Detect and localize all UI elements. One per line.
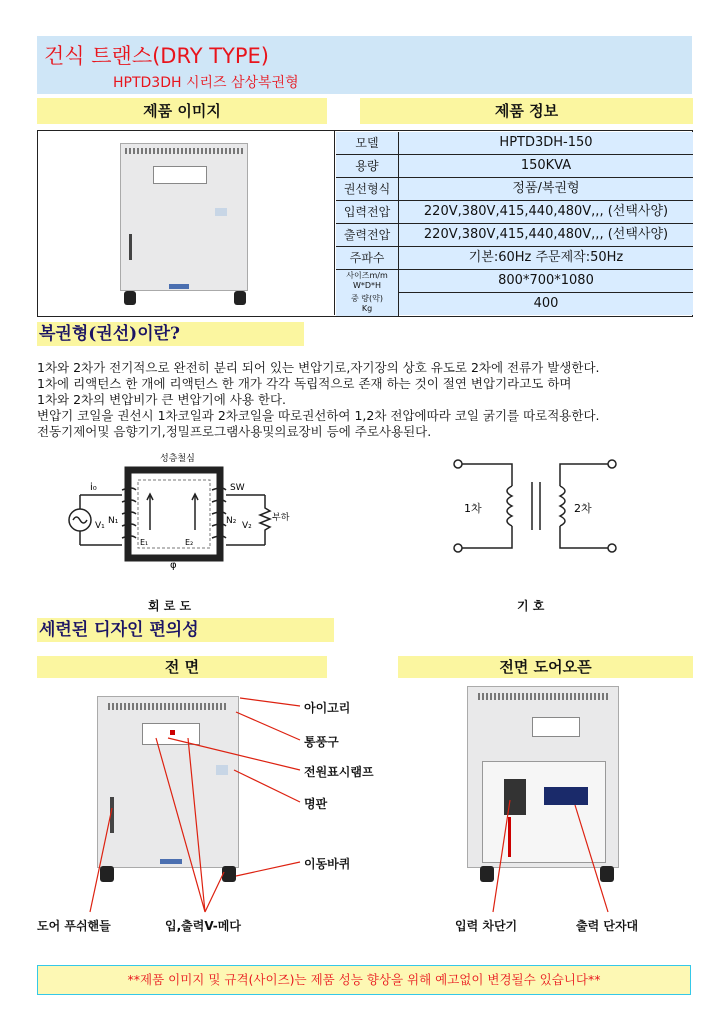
- spec-label: 출력전압: [336, 224, 399, 246]
- v1-label: V₁: [95, 521, 105, 531]
- callout-input-breaker: 입력 차단기: [455, 919, 518, 933]
- callout-output-terminal: 출력 단자대: [576, 919, 639, 933]
- spec-value: 220V,380V,415,440,480V,,, (선택사양): [399, 224, 693, 246]
- core-label: 성층철심: [160, 454, 195, 464]
- spec-label: 용량: [336, 155, 399, 177]
- paragraph-line: 변압기 코일을 권선시 1차코일과 2차코일을 따로권선하여 1,2차 전압에따라 코일 굵기를 따로적용한다.: [37, 408, 600, 423]
- page-title: 건식 트랜스(DRY TYPE): [44, 44, 269, 68]
- n1-label: N₁: [108, 516, 119, 526]
- paragraph-line: 1차와 2차가 전기적으로 완전히 분리 되어 있는 변압기로,자기장의 상호 유도로 2차에 전류가 발생한다.: [37, 360, 600, 375]
- n2-label: N₂: [226, 516, 237, 526]
- front-bar: 전 면: [37, 656, 327, 678]
- door-open-bar: 전면 도어오픈: [398, 656, 693, 678]
- spec-label: 권선형식: [336, 178, 399, 200]
- circuit-caption: 회 로 도: [148, 599, 192, 613]
- v2-label: V₂: [242, 521, 252, 531]
- product-image-bar: 제품 이미지: [37, 98, 327, 124]
- paragraph-line: 1차와 2차의 변압비가 큰 변압기에 사용 한다.: [37, 392, 286, 407]
- callout-volt-meter: 입,출력V-메다: [165, 919, 241, 933]
- callout-vent: 통풍구: [304, 735, 339, 749]
- spec-label: 입력전압: [336, 201, 399, 223]
- paragraph-line: 전동기제어및 음향기기,정밀프로그램사용및의료장비 등에 주로사용된다.: [37, 424, 432, 439]
- spec-label: 주파수: [336, 247, 399, 269]
- callout-nameplate: 명판: [304, 797, 328, 811]
- callout-eyebolt: 아이고리: [304, 701, 351, 715]
- section-title-winding: 복권형(권선)이란?: [37, 322, 304, 346]
- i0-label: i₀: [90, 482, 97, 493]
- symbol-caption: 기 호: [517, 599, 545, 613]
- spec-value: 400: [399, 293, 693, 315]
- spec-value: 800*700*1080: [399, 270, 693, 292]
- e2-label: E₂: [185, 538, 194, 547]
- spec-value: 150KVA: [399, 155, 693, 177]
- e1-label: E₁: [140, 538, 149, 547]
- spec-value: 기본:60Hz 주문제작:50Hz: [399, 247, 693, 269]
- sw-label: SW: [230, 483, 245, 493]
- symbol-primary-label: 1차: [464, 502, 482, 515]
- paragraph-line: 1차에 리액턴스 한 개에 리액턴스 한 개가 각각 독립적으로 존재 하는 것이 절연 변압기라고도 하며: [37, 376, 572, 391]
- product-info-bar: 제품 정보: [360, 98, 693, 124]
- phi-label: φ: [170, 560, 177, 571]
- callout-power-lamp: 전원표시램프: [304, 765, 374, 779]
- spec-label: 사이즈m/m W*D*H: [336, 270, 399, 293]
- spec-value: 220V,380V,415,440,480V,,, (선택사양): [399, 201, 693, 223]
- section-title-design: 세련된 디자인 편의성: [37, 618, 334, 642]
- spec-value: 정품/복권형: [399, 178, 693, 200]
- callout-door-handle: 도어 푸쉬핸들: [37, 919, 111, 933]
- load-label: 부하: [272, 513, 290, 523]
- page-subtitle: HPTD3DH 시리즈 삼상복권형: [113, 75, 299, 91]
- symbol-secondary-label: 2차: [574, 502, 592, 515]
- spec-label: 모델: [336, 132, 399, 154]
- spec-label: 중 량(약) Kg: [336, 293, 399, 316]
- spec-value: HPTD3DH-150: [399, 132, 693, 154]
- disclaimer-note: **제품 이미지 및 규격(사이즈)는 제품 성능 향상을 위해 예고없이 변경될수 있습니다**: [37, 965, 691, 995]
- callout-caster: 이동바퀴: [304, 857, 351, 871]
